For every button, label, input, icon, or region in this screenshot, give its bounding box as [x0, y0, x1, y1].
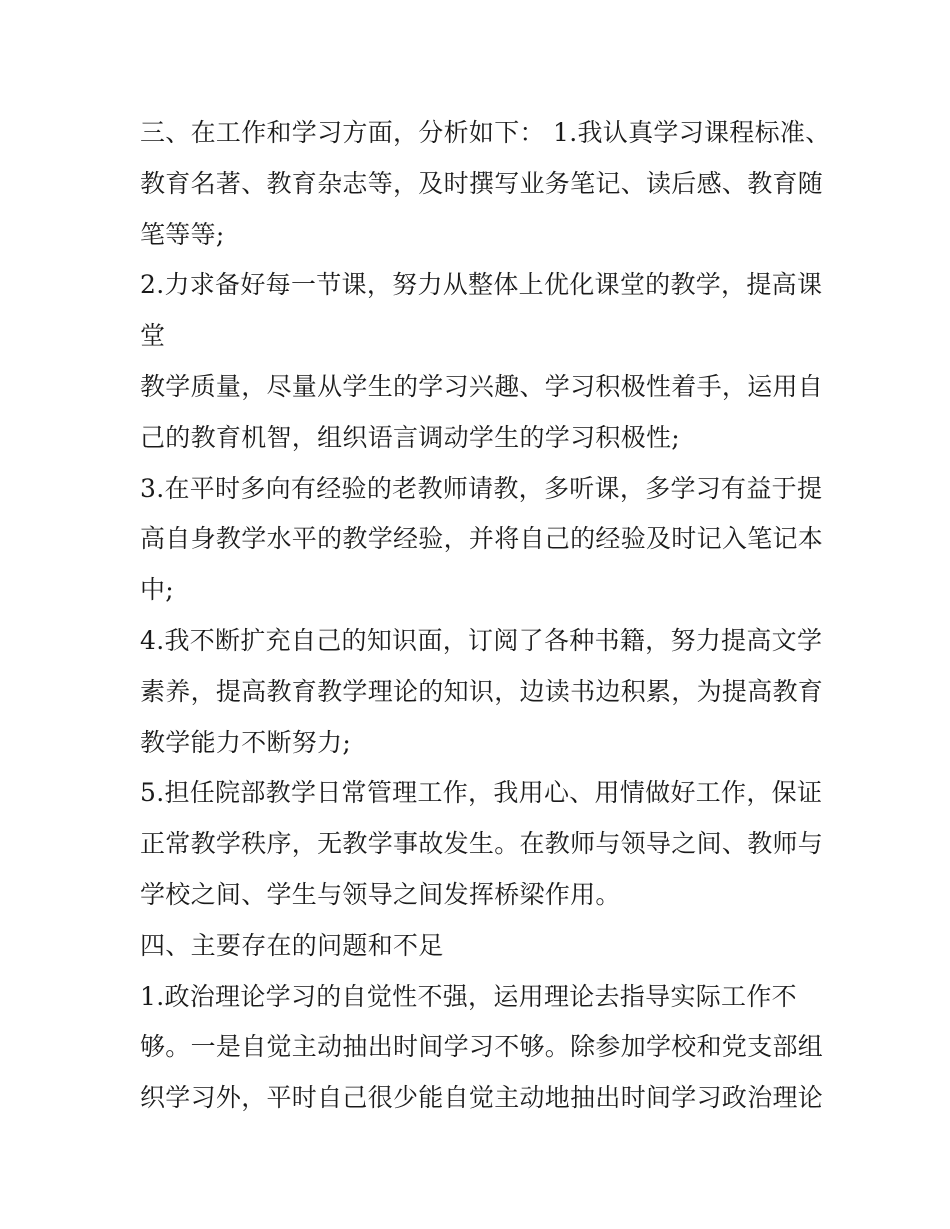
text-line: 素养，提高教育教学理论的知识，边读书边积累，为提高教育 — [140, 676, 824, 706]
text-line: 高自身教学水平的教学经验，并将自己的经验及时记入笔记本 — [140, 524, 824, 554]
text-line: 织学习外，平时自己很少能自觉主动地抽出时间学习政治理论 — [140, 1083, 824, 1113]
text-line: 中; — [140, 575, 175, 605]
text-line: 四、主要存在的问题和不足 — [140, 930, 444, 960]
text-line: 己的教育机智，组织语言调动学生的学习积极性; — [140, 422, 681, 452]
text-line: 够。一是自觉主动抽出时间学习不够。除参加学校和党支部组 — [140, 1032, 824, 1062]
text-line: 堂 — [140, 321, 166, 351]
text-line: 教育名著、教育杂志等，及时撰写业务笔记、读后感、教育随 — [140, 168, 824, 198]
text-line: 笔等等; — [140, 219, 225, 249]
text-line: 4.我不断扩充自己的知识面，订阅了各种书籍，努力提高文学 — [140, 625, 823, 655]
text-line: 三、在工作和学习方面，分析如下： 1.我认真学习课程标准、 — [140, 118, 831, 147]
text-line: 教学质量，尽量从学生的学习兴趣、学习积极性着手，运用自 — [140, 371, 824, 401]
text-line: 1.政治理论学习的自觉性不强，运用理论去指导实际工作不 — [140, 981, 797, 1011]
text-line: 2.力求备好每一节课，努力从整体上优化课堂的教学，提高课 — [140, 270, 823, 300]
text-line: 3.在平时多向有经验的老教师请教，多听课，多学习有益于提 — [140, 473, 823, 503]
text-line: 5.担任院部教学日常管理工作，我用心、用情做好工作，保证 — [140, 778, 823, 808]
text-line: 正常教学秩序，无教学事故发生。在教师与领导之间、教师与 — [140, 829, 824, 859]
text-line: 教学能力不断努力; — [140, 727, 352, 757]
document-body — [140, 108, 831, 1124]
text-line: 学校之间、学生与领导之间发挥桥梁作用。 — [140, 879, 621, 909]
